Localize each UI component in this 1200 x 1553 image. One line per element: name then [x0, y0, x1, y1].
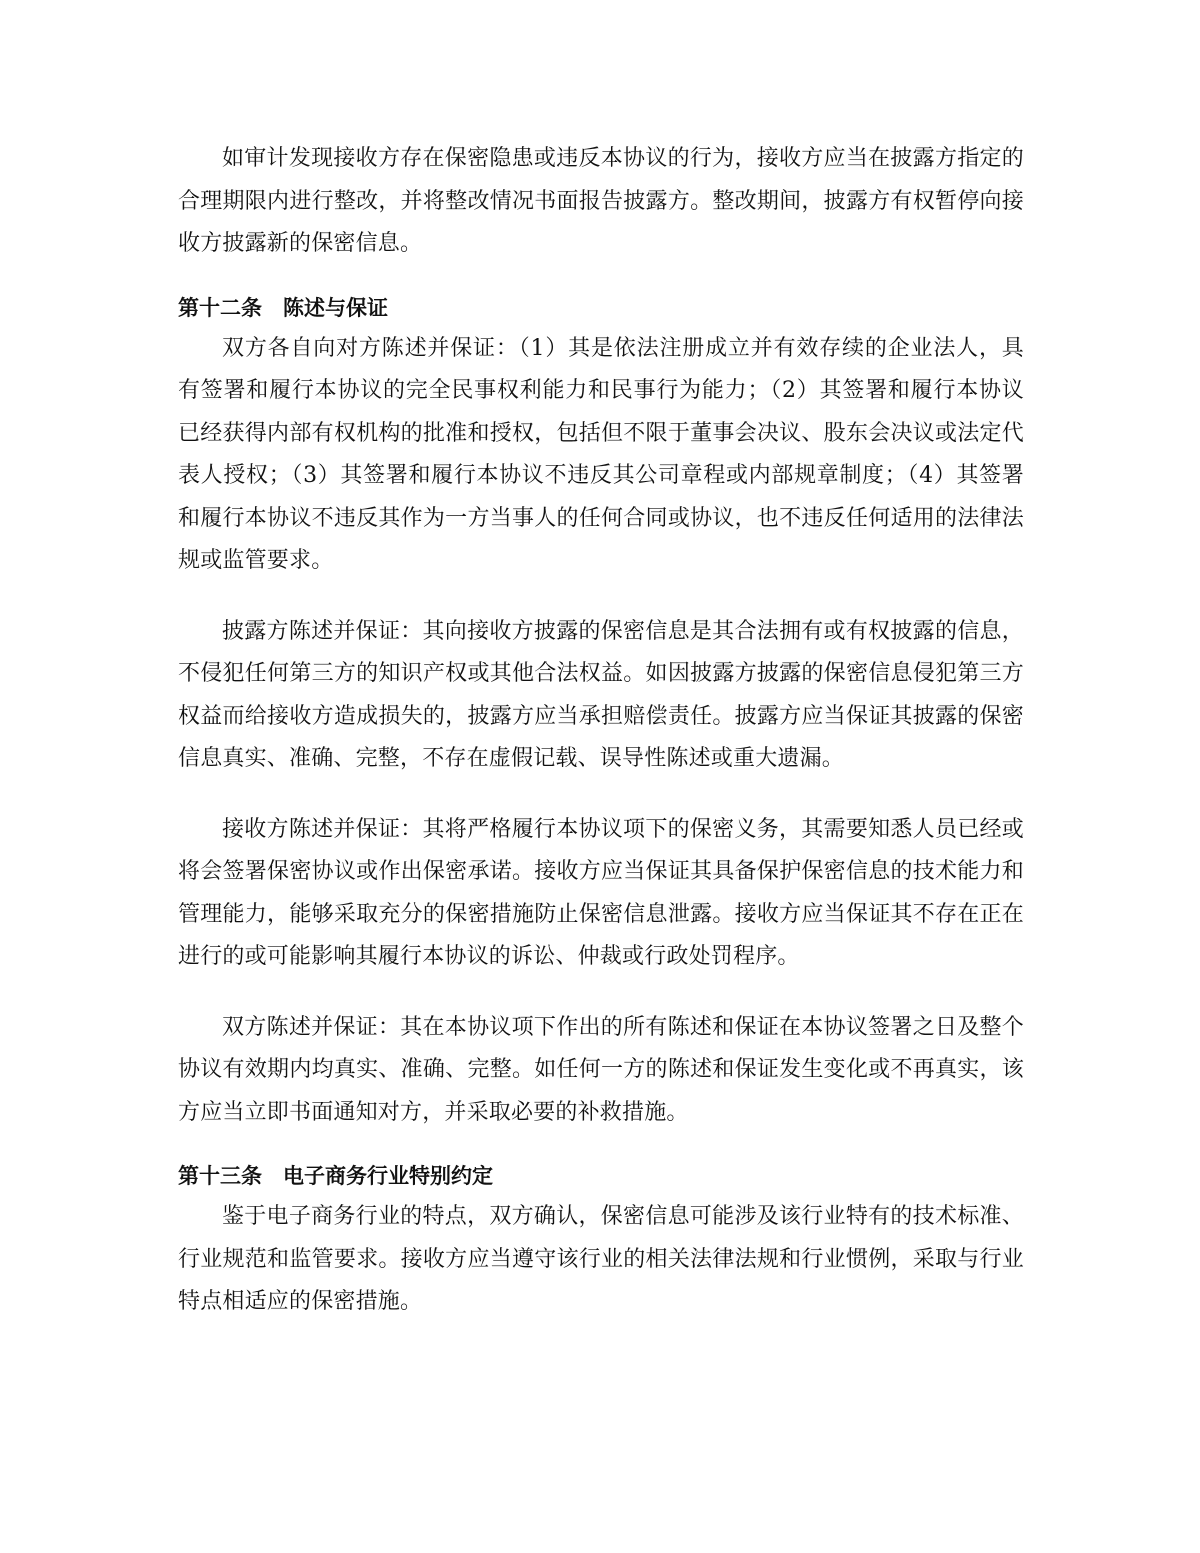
section-12-paragraph-2: 披露方陈述并保证：其向接收方披露的保密信息是其合法拥有或有权披露的信息，不侵犯任何第三方的知识产权或其他合法权益。如因披露方披露的保密信息侵犯第三方权益而给接收方造成损失的，披露方应当承担赔偿责任。披露方应当保证其披露的保密信息真实、准确、完整，不存在虚假记载、误导性陈述或重大遗漏。	[178, 618, 1024, 771]
paragraph-audit: 如审计发现接收方存在保密隐患或违反本协议的行为，接收方应当在披露方指定的合理期限内进行整改，并将整改情况书面报告披露方。整改期间，披露方有权暂停向接收方披露新的保密信息。	[178, 146, 1024, 256]
section-12-heading: 第十二条 陈述与保证	[178, 295, 388, 320]
section-13-heading: 第十三条 电子商务行业特别约定	[178, 1164, 493, 1188]
spacer	[178, 583, 1024, 611]
document-page	[178, 138, 1024, 1324]
section-12-paragraph-3: 接收方陈述并保证：其将严格履行本协议项下的保密义务，其需要知悉人员已经或将会签署保密协议或作出保密承诺。接收方应当保证其具备保护保密信息的技术能力和管理能力，能够采取充分的保密措施防止保密信息泄露。接收方应当保证其不存在正在进行的或可能影响其履行本协议的诉讼、仲裁或行政处罚程序。	[178, 816, 1024, 969]
spacer	[178, 1134, 1024, 1156]
spacer	[178, 979, 1024, 1007]
spacer	[178, 781, 1024, 809]
spacer	[178, 266, 1024, 288]
section-13-paragraph-1: 鉴于电子商务行业的特点，双方确认，保密信息可能涉及该行业特有的技术标准、行业规范和监管要求。接收方应当遵守该行业的相关法律法规和行业惯例，采取与行业特点相适应的保密措施。	[178, 1204, 1024, 1314]
section-12-paragraph-1: 双方各自向对方陈述并保证：（1）其是依法注册成立并有效存续的企业法人，具有签署和履行本协议的完全民事权利能力和民事行为能力；（2）其签署和履行本协议已经获得内部有权机构的批准和授权，包括但不限于董事会决议、股东会决议或法定代表人授权；（3）其签署和履行本协议不违反其公司章程或内部规章制度；（4）其签署和履行本协议不违反其作为一方当事人的任何合同或协议，也不违反任何适用的法律法规或监管要求。	[178, 335, 1024, 573]
section-12-paragraph-4: 双方陈述并保证：其在本协议项下作出的所有陈述和保证在本协议签署之日及整个协议有效期内均真实、准确、完整。如任何一方的陈述和保证发生变化或不再真实，该方应当立即书面通知对方，并采取必要的补救措施。	[178, 1014, 1024, 1125]
